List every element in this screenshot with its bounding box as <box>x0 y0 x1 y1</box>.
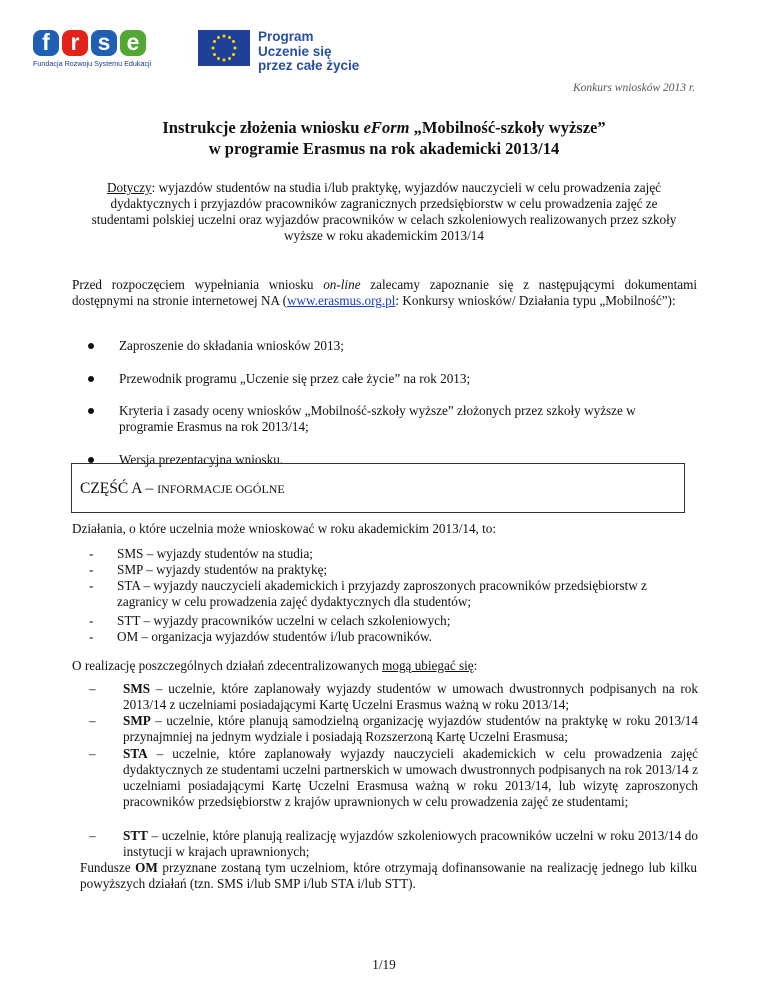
om-text: Fundusze <box>80 860 136 875</box>
frse-letter: r <box>62 30 88 56</box>
intro-text: Przed rozpoczęciem wypełniania wniosku <box>72 277 324 292</box>
dash-marker: - <box>89 578 94 593</box>
eligibility-underline: mogą ubiegać się <box>382 658 474 673</box>
running-head: Konkurs wniosków 2013 r. <box>572 82 695 94</box>
erasmus-link[interactable]: www.erasmus.org.pl <box>287 293 396 308</box>
list-item <box>89 828 698 860</box>
list-item-text: Przewodnik programu „Uczenie się przez całe życie” na rok 2013; <box>119 371 471 386</box>
action-code: STT <box>123 828 148 843</box>
eligibility-text: : <box>473 658 478 673</box>
dash-marker: – <box>89 746 96 761</box>
title-line-2: w programie Erasmus na rok akademicki 2013/14 <box>208 139 560 158</box>
title-text: „Mobilność-szkoły wyższe” <box>409 118 606 137</box>
document-title <box>0 117 768 159</box>
list-item <box>89 681 698 713</box>
list-item-text: – uczelnie, które planują realizację wyjazdów szkoleniowych pracowników uczelni w roku 2013/14 do instytucji w krajach uprawnionych; <box>123 828 698 859</box>
om-text: przyznane zostaną tym uczelniom, które otrzymają dofinansowanie na realizację jednego lub kilku powyższych działań (tzn. SMS i/lub SMP i/lub STA i/lub STT). <box>80 860 697 891</box>
list-item-text: Kryteria i zasady oceny wniosków „Mobilność-szkoły wyższe” złożonych przez szkoły wyższe w programie Erasmus na rok 2013/14; <box>119 403 636 434</box>
dash-marker: - <box>89 629 94 644</box>
list-item-text: Zaproszenie do składania wniosków 2013; <box>119 338 344 353</box>
frse-logo <box>33 30 155 70</box>
llp-line: Program <box>258 29 314 44</box>
llp-line: przez całe życie <box>258 58 360 73</box>
list-item <box>88 371 688 387</box>
frse-letter: e <box>120 30 146 56</box>
section-heading-box <box>71 463 685 513</box>
eligibility-text: O realizację poszczególnych działań zdecentralizowanych <box>72 658 383 673</box>
scope-label: Dotyczy <box>106 180 152 195</box>
bullet-icon <box>88 343 94 349</box>
action-code: STA <box>123 746 148 761</box>
list-item-text: SMP – wyjazdy studentów na praktykę; <box>117 562 328 577</box>
section-heading: CZĘŚĆ A – <box>80 480 158 497</box>
intro-paragraph <box>72 277 697 309</box>
dash-marker: - <box>89 562 94 577</box>
list-item <box>89 613 689 629</box>
om-note <box>80 860 697 892</box>
list-item <box>88 403 688 435</box>
eligibility-intro <box>72 658 697 674</box>
list-item <box>89 746 698 810</box>
list-item-text: – uczelnie, które zaplanowały wyjazdy nauczycieli akademickich w celu prowadzenia zajęć dydaktycznych ze studentami uczelni partnerskich w umowach dwustronnych podpisanych na rok 2013/14 z uczelniami posiadającymi Kartę Uczelni Erasmusa ważną w roku 2013/14, lub wizytę zaproszonych pracowników przedsiębiorstw z krajów uprawnionych w celu prowadzenia zajęć ze studentami; <box>123 746 698 809</box>
list-item <box>89 546 689 562</box>
llp-line: Uczenie się <box>258 43 332 59</box>
title-emphasis: eForm <box>363 118 410 137</box>
actions-intro: Działania, o które uczelnia może wnioskować w roku akademickim 2013/14, to: <box>72 521 497 536</box>
action-code: SMS <box>123 681 151 696</box>
intro-emphasis: on-line <box>323 277 361 292</box>
bullet-icon <box>88 376 94 382</box>
action-code: OM <box>135 860 158 875</box>
list-item-text: Wersja prezentacyjna wniosku. <box>119 452 284 467</box>
list-item-text: SMS – wyjazdy studentów na studia; <box>117 546 313 561</box>
bullet-icon <box>88 408 94 414</box>
dash-marker: - <box>89 546 94 561</box>
llp-logo-text <box>258 30 359 74</box>
frse-letter: s <box>91 30 117 56</box>
action-code: SMP <box>123 713 151 728</box>
scope-note <box>80 180 688 244</box>
frse-letter: f <box>33 30 59 56</box>
dash-marker: – <box>89 828 96 843</box>
list-item-text: – uczelnie, które zaplanowały wyjazdy studentów w umowach dwustronnych podpisanych na rok 2013/14 z uczelniami posiadającymi Kartę Uczelni Erasmus ważną w roku 2013/14; <box>123 681 698 712</box>
page-number: 1/19 <box>372 957 396 972</box>
intro-text: zalecamy zapoznanie się z następującymi dokumentami dostępnymi na stronie internetowej NA ( <box>72 277 698 308</box>
list-item <box>89 562 689 578</box>
list-item-text: – uczelnie, które planują samodzielną organizację wyjazdów studentów na praktykę w roku 2013/14 przynajmniej na jednym wydziale i posiadają Rozszerzoną Kartę Uczelni Erasmusa; <box>123 713 698 744</box>
title-text: Instrukcje złożenia wniosku <box>162 118 364 137</box>
list-item-text: OM – organizacja wyjazdów studentów i/lub pracowników. <box>117 629 432 644</box>
section-heading-smallcaps: INFORMACJE OGÓLNE <box>157 482 285 496</box>
dash-marker: - <box>89 613 94 628</box>
intro-text: : Konkursy wniosków/ Działania typu „Mobilność”): <box>395 293 676 308</box>
dash-marker: – <box>89 713 96 728</box>
list-item-text: STT – wyjazdy pracowników uczelni w celach szkoleniowych; <box>117 613 451 628</box>
list-item <box>89 578 689 610</box>
list-item <box>88 338 688 354</box>
eu-flag-icon <box>198 30 250 66</box>
list-item-text: STA – wyjazdy nauczycieli akademickich i przyjazdy zaproszonych pracowników przedsiębiorstw z zagranicy w celu prowadzenia zajęć dydaktycznych dla studentów; <box>117 578 647 609</box>
scope-text: : wyjazdów studentów na studia i/lub praktykę, wyjazdów nauczycieli w celu prowadzenia zajęć dydaktycznych i przyjazdów pracowników zagranicznych przedsiębiorstw w celu prowadzenia zajęć ze studentami polskiej uczelni oraz wyjazdów pracowników w celach szkoleniowych realizowanych przez szkoły wyższe w roku akademickim 2013/14 <box>91 180 677 243</box>
dash-marker: – <box>89 681 96 696</box>
frse-subtitle: Fundacja Rozwoju Systemu Edukacji <box>33 59 152 68</box>
list-item <box>89 629 689 645</box>
list-item <box>89 713 698 745</box>
